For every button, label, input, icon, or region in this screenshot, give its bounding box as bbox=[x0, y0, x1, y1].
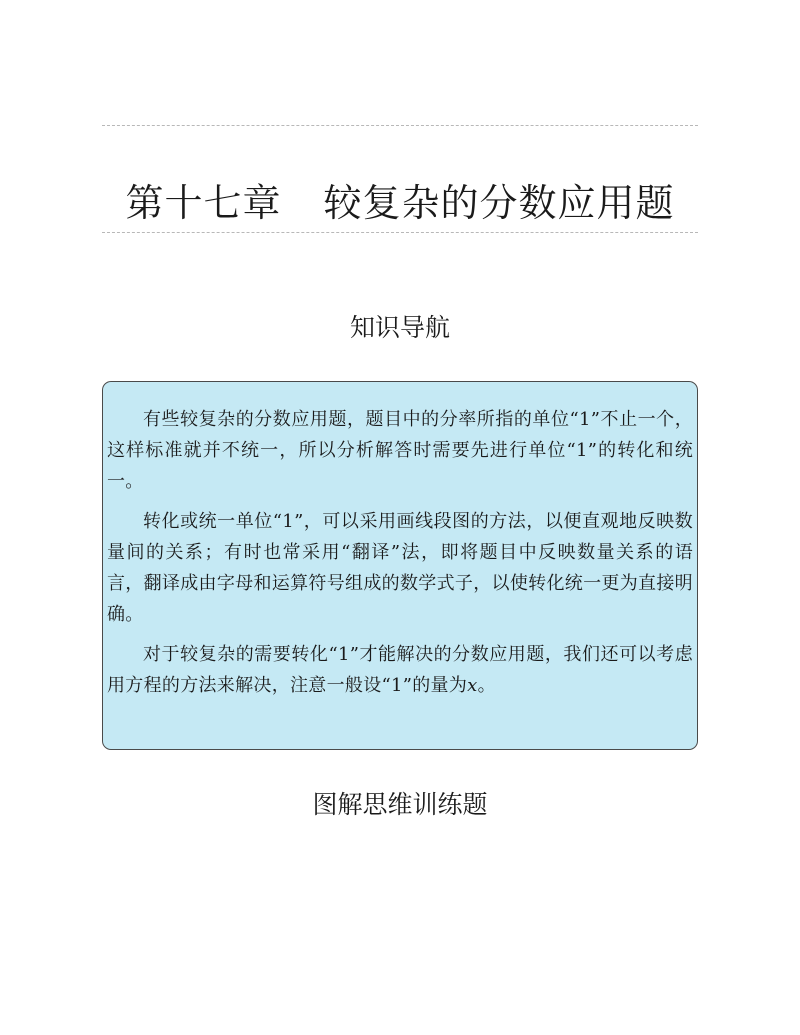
knowledge-box bbox=[102, 381, 698, 750]
variable-x: x bbox=[467, 675, 478, 696]
exercise-heading: 图解思维训练题 bbox=[312, 790, 488, 819]
chapter-number: 第十七章 bbox=[125, 181, 282, 226]
knowledge-paragraph-3-text: 对于较复杂的需要转化“1”才能解决的分数应用题，我们还可以考虑用方程的方法来解决，注意一般设“1”的量为 bbox=[107, 644, 693, 696]
chapter-name: 较复杂的分数应用题 bbox=[323, 181, 675, 226]
knowledge-heading: 知识导航 bbox=[349, 313, 450, 342]
paragraph-end-period: 。 bbox=[477, 675, 496, 696]
chapter-title bbox=[0, 173, 800, 233]
knowledge-paragraph-3 bbox=[107, 639, 693, 701]
bottom-dashed-rule bbox=[102, 232, 698, 233]
top-dashed-rule bbox=[102, 125, 698, 126]
knowledge-paragraph-2: 转化或统一单位“1”，可以采用画线段图的方法，以便直观地反映数量间的关系；有时也常采用“翻译”法，即将题目中反映数量关系的语言，翻译成由字母和运算符号组成的数学式子，以使转化统一更为直接明确。 bbox=[107, 511, 693, 625]
knowledge-paragraph-1: 有些较复杂的分数应用题，题目中的分率所指的单位“1”不止一个，这样标准就并不统一，所以分析解答时需要先进行单位“1”的转化和统一。 bbox=[107, 409, 693, 492]
